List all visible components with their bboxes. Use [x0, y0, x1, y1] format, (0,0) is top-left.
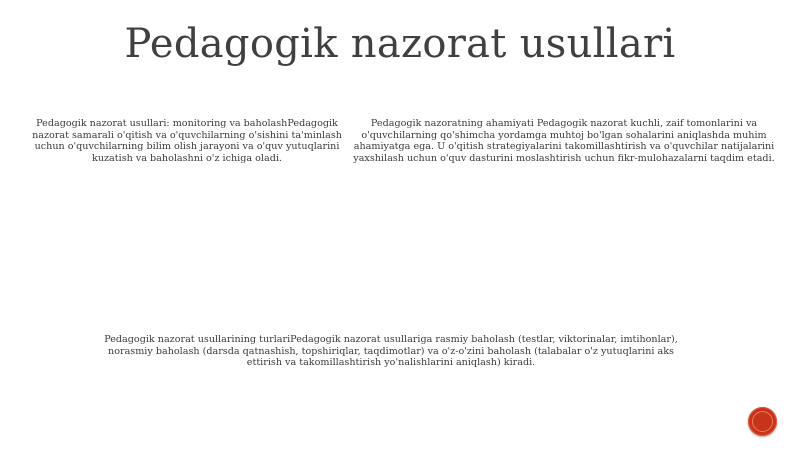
text-block-importance: Pedagogik nazoratning ahamiyati Pedagogik nazorat kuchli, zaif tomonlarini va o'quvchilarning qo'shimcha yordamga muhtoj bo'lgan sohalarini aniqlashda muhim ahamiyatga ega. U o'qitish strategiyalarini takomillashtirish va o'quvchilar natijalarini yaxshilash uchun o'quv dasturini moslashtirish uchun fikr-mulohazalarni taqdim etadi. — [353, 118, 775, 164]
circle-button-icon — [752, 411, 773, 432]
slide-title: Pedagogik nazorat usullari — [124, 21, 676, 67]
text-block-types: Pedagogik nazorat usullarining turlariPedagogik nazorat usullariga rasmiy baholash (testlar, viktorinalar, imtihonlar), norasmiy baholash (darsda qatnashish, topshiriqlar, taqdimotlar) va o'z-o'zini baholash (talabalar o'z yutuqlarini aks ettirish va takomillashtirish yo'nalishlarini aniqlash) kiradi. — [104, 334, 678, 369]
slide-nav-button[interactable] — [748, 407, 777, 436]
text-block-monitoring: Pedagogik nazorat usullari: monitoring va baholashPedagogik nazorat samarali o'qitish va o'quvchilarning o'sishini ta'minlash uchun o'quvchilarning bilim olish jarayoni va o'quv yutuqlarini kuzatish va baholashni o'z ichiga oladi. — [32, 118, 342, 164]
